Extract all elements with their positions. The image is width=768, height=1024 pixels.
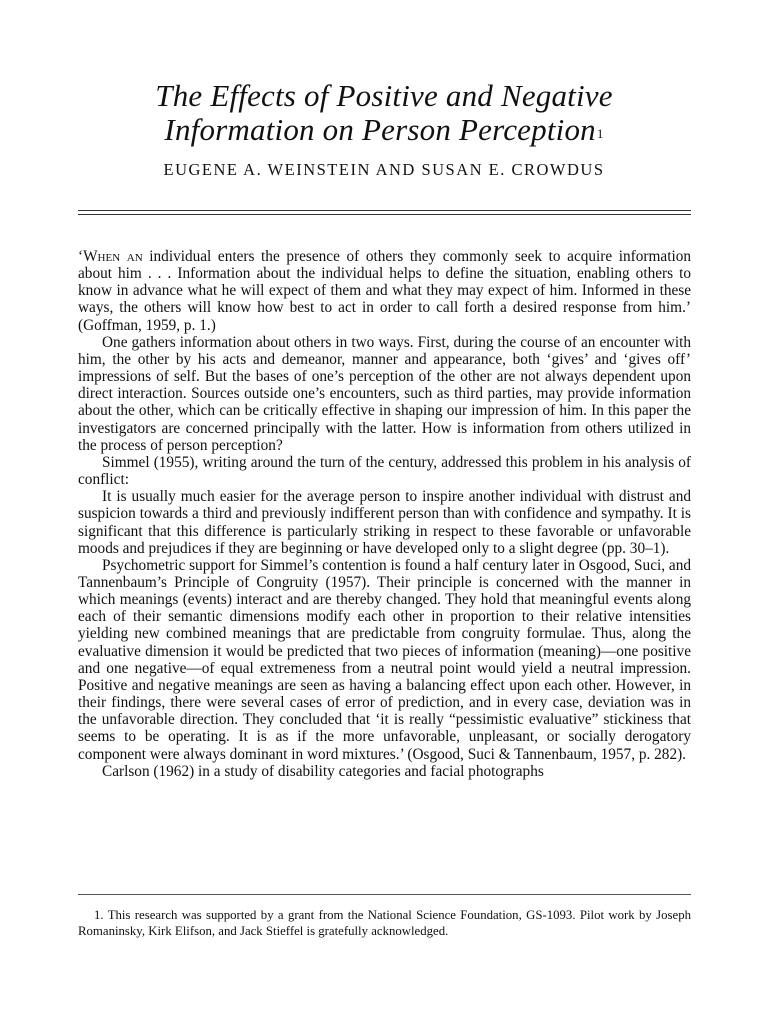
title-text-2: Information on Person Perception [164, 112, 596, 147]
paragraph-2: One gathers information about others in two ways. First, during the course of an encounter with him, the other by his acts and demeanor, manner and appearance, both ‘gives’ and ‘gives off’ impressions of self. But the bases of one’s perception of the other are not always dependent upon direct interaction. Sources outside one’s encounters, such as third parties, may provide information about the other, which can be critically effective in shaping our impression of him. In this paper the investigators are concerned principally with the latter. How is information from others utilized in the process of person perception? [78, 333, 691, 454]
paragraph-1 [78, 248, 691, 334]
footnote: 1. This research was supported by a grant from the National Science Foundation, GS-1093. Pilot work by Joseph Romaninsky, Kirk Elifson, and Jack Stieffel is gratefully acknowledged. [78, 908, 691, 938]
article-body [78, 248, 691, 780]
title-footnote-mark: 1 [596, 126, 604, 141]
paragraph-6: Carlson (1962) in a study of disability categories and facial photographs [102, 762, 544, 780]
paragraph-1-lead: ‘When an [78, 248, 143, 265]
paragraph-1-text: individual enters the presence of others they commonly seek to acquire information about him . . . Information about the individual helps to define the situation, enabling others to know in advance what he will expect of them and what they may expect of him. Informed in these ways, the others will know how best to act in order to call forth a desired response from him.’ (Goffman, 1959, p. 1.) [78, 248, 691, 334]
author-line: EUGENE A. WEINSTEIN AND SUSAN E. CROWDUS [163, 160, 605, 179]
block-quote: It is usually much easier for the average person to inspire another individual with distrust and suspicion towards a third and previously indifferent person than with confidence and sympathy. It is significant that this difference is particularly striking in respect to these favorable or unfavorable moods and prejudices if they are beginning or have developed only to a slight degree (pp. 30–1). [78, 488, 691, 557]
footnote-divider [78, 894, 691, 895]
header-divider [78, 210, 691, 215]
article-title-line-1 [0, 78, 768, 114]
paragraph-5: Psychometric support for Simmel’s contention is found a half century later in Osgood, Suci, and Tannenbaum’s Principle of Congruity (1957). Their principle is concerned with the manner in which meanings (events) interact and are thereby changed. They hold that meaningful events along each of their semantic dimensions modify each other in proportion to their relative intensities yielding new combined meanings that are predictable from congruity formulae. Thus, along the evaluative dimension it would be predicted that two pieces of information (meaning)—one positive and one negative—of equal extremeness from a neutral point would yield a neutral impression. Positive and negative meanings are seen as having a balancing effect upon each other. However, in their findings, there were several cases of error of prediction, and in every case, deviation was in the unfavorable direction. They concluded that ‘it is really “pessimistic evaluative” stickiness that seems to be operating. It is as if the more unfavorable, unpleasant, or socially derogatory component were always dominant in word mixtures.’ (Osgood, Suci & Tannenbaum, 1957, p. 282). [78, 556, 691, 763]
paragraph-3: Simmel (1955), writing around the turn of the century, addressed this problem in his analysis of conflict: [78, 453, 691, 489]
title-text-1: The Effects of Positive and Negative [155, 78, 613, 113]
article-title-line-2 [0, 112, 768, 148]
